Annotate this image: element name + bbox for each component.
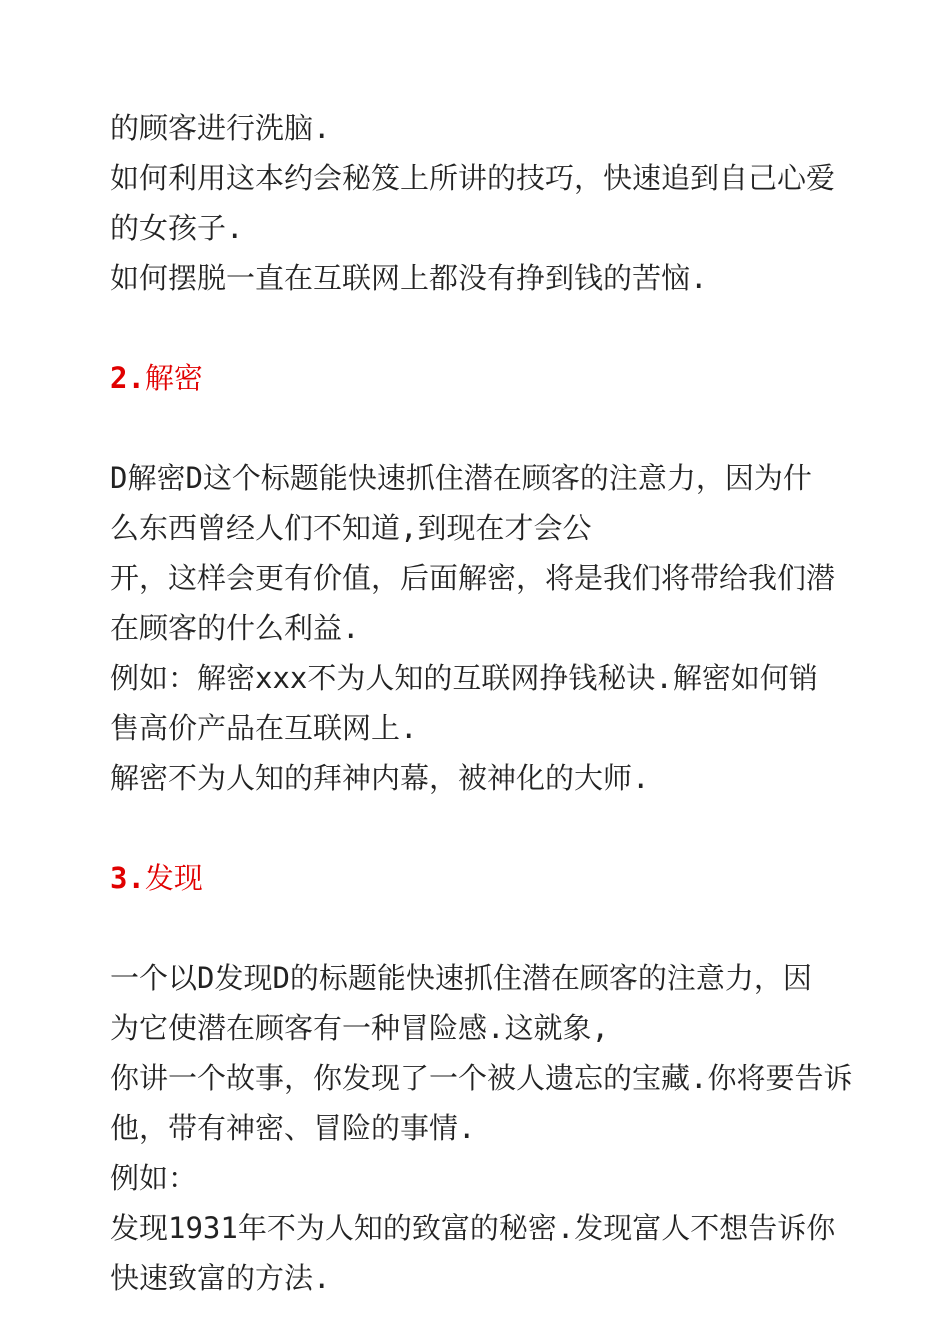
text-line: 在顾客的什么利益. bbox=[110, 611, 360, 645]
intro-paragraph bbox=[110, 103, 850, 303]
section-title: 解密 bbox=[144, 361, 203, 395]
text-line: D解密D这个标题能快速抓住潜在顾客的注意力，因为什 bbox=[110, 461, 812, 495]
section-title: 发现 bbox=[144, 861, 203, 895]
text-line: 如何利用这本约会秘笈上所讲的技巧，快速追到自己心爱 bbox=[110, 161, 836, 195]
section-body-decrypt bbox=[110, 453, 850, 803]
section-heading-discover bbox=[110, 853, 850, 903]
spacer bbox=[110, 803, 850, 853]
document-page bbox=[110, 103, 853, 1303]
spacer bbox=[110, 403, 850, 453]
section-number: 3. bbox=[110, 861, 145, 895]
text-line: 为它使潜在顾客有一种冒险感.这就象, bbox=[110, 1011, 609, 1045]
text-line: 他，带有神密、冒险的事情. bbox=[110, 1111, 476, 1145]
section-body-discover bbox=[110, 953, 853, 1303]
text-line: 的顾客进行洗脑. bbox=[110, 111, 331, 145]
section-heading-decrypt bbox=[110, 353, 850, 403]
text-line: 发现1931年不为人知的致富的秘密.发现富人不想告诉你 bbox=[110, 1211, 836, 1245]
spacer bbox=[110, 303, 850, 353]
text-line: 解密不为人知的拜神内幕，被神化的大师. bbox=[110, 761, 650, 795]
text-line: 例如： bbox=[110, 1161, 198, 1195]
text-line: 例如：解密xxx不为人知的互联网挣钱秘诀.解密如何销 bbox=[110, 661, 818, 695]
spacer bbox=[110, 903, 850, 953]
text-line: 如何摆脱一直在互联网上都没有挣到钱的苦恼. bbox=[110, 261, 708, 295]
text-line: 一个以D发现D的标题能快速抓住潜在顾客的注意力，因 bbox=[110, 961, 812, 995]
text-line: 的女孩子. bbox=[110, 211, 244, 245]
text-line: 开，这样会更有价值，后面解密，将是我们将带给我们潜 bbox=[110, 561, 836, 595]
text-line: 你讲一个故事，你发现了一个被人遗忘的宝藏.你将要告诉 bbox=[110, 1061, 853, 1095]
text-line: 售高价产品在互联网上. bbox=[110, 711, 418, 745]
text-line: 么东西曾经人们不知道,到现在才会公 bbox=[110, 511, 592, 545]
section-number: 2. bbox=[110, 361, 145, 395]
text-line: 快速致富的方法. bbox=[110, 1261, 331, 1295]
